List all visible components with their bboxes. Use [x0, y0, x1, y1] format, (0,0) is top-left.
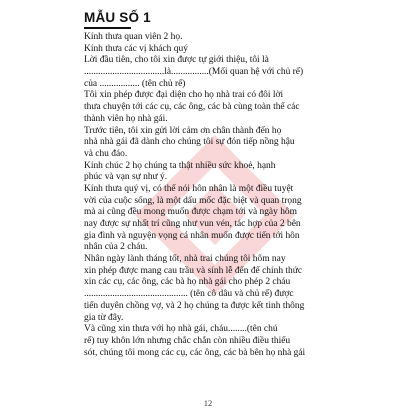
text-line: nhà nhà gái đã dành cho chúng tôi sự đón tiếp nồng hậu	[84, 137, 295, 148]
text-line: ..................................là................(Mối quan hệ với chủ rể)	[84, 67, 304, 78]
text-line: Kính thưa quan viên 2 họ.	[84, 32, 183, 42]
text-line: Kính thưa quý vị, có thể nói hôn nhân là một điều tuyệt	[84, 183, 294, 194]
text-line: xin phép được mang cau trầu và sính lễ đến để chính thức	[84, 265, 303, 276]
text-line: rể) tuy khôn lớn nhưng chắc chắn còn nhiều điều thiếu	[84, 335, 291, 346]
page-number: 12	[203, 398, 213, 408]
speech-text	[84, 32, 342, 359]
text-line: và chu đáo.	[84, 148, 128, 159]
text-line: thưa chuyện tới các cụ, các ông, các bà cùng toàn thể các	[84, 102, 300, 113]
text-line: vời của cuộc sống, là một dấu mốc đặc biệt và quan trọng	[84, 195, 302, 206]
text-line: phúc và vạn sự như ý.	[84, 172, 168, 183]
text-line: nay được sự nhất trí cũng như vun vén, tác hợp của 2 bên	[84, 219, 301, 229]
text-line: xin các cụ, các ông, các bà họ nhà gái cho phép 2 cháu	[84, 277, 291, 288]
text-line: Và cũng xin thưa với họ nhà gái, cháu........(tên chú	[84, 324, 278, 335]
text-line: của ................. (tên chủ rể)	[84, 78, 186, 89]
text-line: Lời đầu tiên, cho tôi xin được tự giới thiệu, tôi là	[84, 55, 269, 66]
text-line: Kính chúc 2 họ chúng ta thật nhiều sức khoẻ, hạnh	[84, 160, 276, 171]
text-line: Trước tiên, tôi xin gửi lời cảm ơn chân thành đến họ	[84, 125, 282, 136]
text-line: tiến duyên chồng vợ, và 2 họ chúng ta được kết tình thông	[84, 300, 305, 311]
text-line: sót, chúng tôi mong các cụ, các ông, các bà bên họ nhà gái	[84, 347, 306, 358]
text-line: Kính thưa các vị khách quý	[84, 43, 188, 54]
text-line: nhân của 2 cháu.	[84, 242, 148, 253]
sample-title: MẪU SỐ 1	[84, 10, 151, 25]
text-line: ............................................ (tên cô dâu và chủ rể) được	[84, 289, 294, 300]
text-line: mà ai cũng đều mong muốn được chạm tới và ngày hôm	[84, 207, 297, 218]
text-line: Tôi xin phép được đại diện cho họ nhà trai có đôi lời	[84, 90, 284, 101]
title-underline	[84, 27, 131, 29]
text-line: thành viên họ nhà gái.	[84, 113, 168, 124]
text-line: Nhân ngày lành tháng tốt, nhà trai chúng tôi hôm nay	[84, 254, 286, 265]
text-line: gia từ đây.	[84, 312, 124, 323]
text-line: gia đình và nguyện vọng cá nhân muốn được tiến tới hôn	[84, 230, 300, 241]
